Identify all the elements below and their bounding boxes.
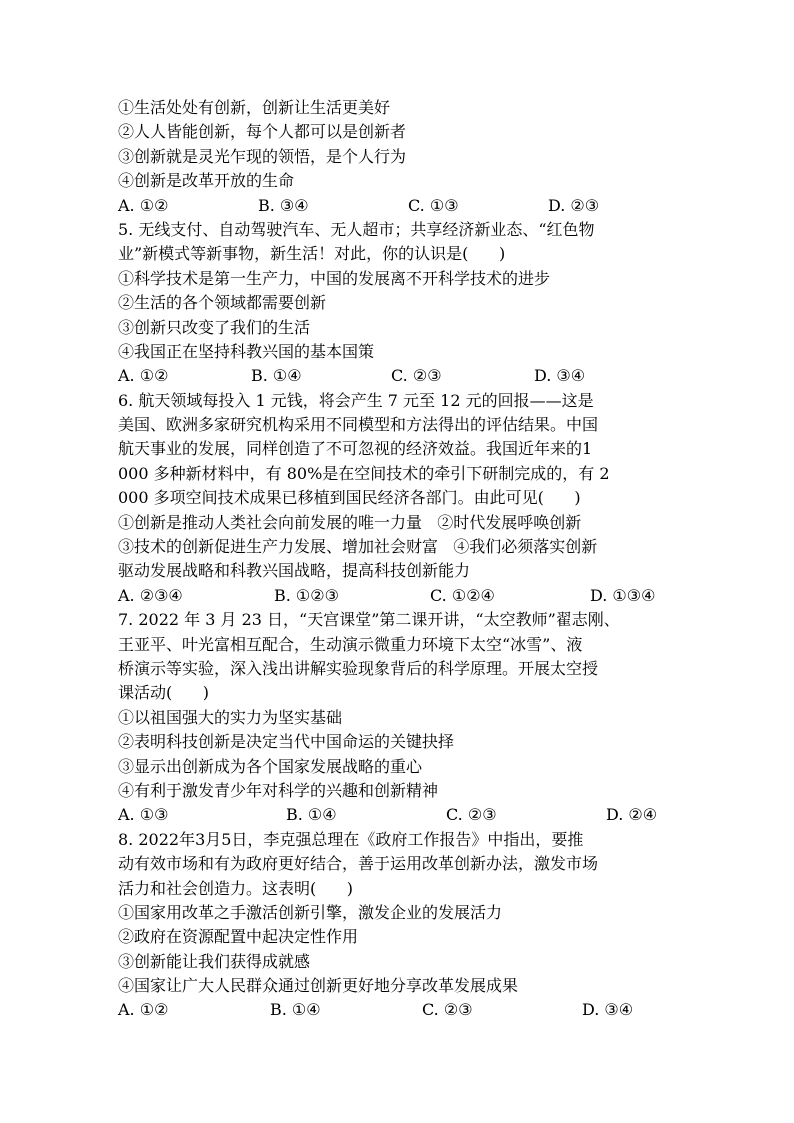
question-5-item: ④我国正在坚持科教兴国的基本国策 <box>118 341 375 361</box>
option-d: D. ③④ <box>582 1000 634 1020</box>
question-7-item: ④有利于激发青少年对科学的兴趣和创新精神 <box>118 780 439 800</box>
question-4-item: ④创新是改革开放的生命 <box>118 171 295 191</box>
question-7-item: ②表明科技创新是决定当代中国命运的关键抉择 <box>118 732 455 752</box>
document-page <box>118 96 678 1023</box>
option-c: C. ①②④ <box>430 585 495 605</box>
question-5-stem: 5. 无线支付、自动驾驶汽车、无人超市；共享经济新业态、“红色物 <box>118 219 595 239</box>
option-a: A. ①② <box>118 366 169 386</box>
question-8-item: ①国家用改革之手激活创新引擎，激发企业的发展活力 <box>118 902 503 922</box>
question-4-options <box>118 194 678 218</box>
question-4-item: ③创新就是灵光乍现的领悟，是个人行为 <box>118 146 407 166</box>
question-7-item: ①以祖国强大的实力为坚实基础 <box>118 707 343 727</box>
question-8-item: ②政府在资源配置中起决定性作用 <box>118 927 359 947</box>
question-6-stem: 航天事业的发展，同样创造了不可忽视的经济效益。我国近年来的1 <box>118 439 593 459</box>
question-7 <box>118 608 678 828</box>
question-6-item: 驱动发展战略和科教兴国战略，提高科技创新能力 <box>118 561 471 581</box>
option-d: D. ②④ <box>606 805 658 825</box>
option-c: C. ①③ <box>408 195 459 215</box>
option-b: B. ①④ <box>251 366 302 386</box>
question-8 <box>118 828 678 1023</box>
question-5-item: ③创新只改变了我们的生活 <box>118 317 311 337</box>
question-7-item: ③显示出创新成为各个国家发展战略的重心 <box>118 756 423 776</box>
option-a: A. ①② <box>118 1000 169 1020</box>
question-6-stem: 美国、欧洲多家研究机构采用不同模型和方法得出的评估结果。中国 <box>118 415 599 435</box>
question-6-item: ①创新是推动人类社会向前发展的唯一力量 ②时代发展呼唤创新 <box>118 512 582 532</box>
question-8-item: ④国家让广大人民群众通过创新更好地分享改革发展成果 <box>118 976 519 996</box>
option-c: C. ②③ <box>422 1000 473 1020</box>
option-b: B. ③④ <box>258 195 309 215</box>
option-c: C. ②③ <box>446 805 497 825</box>
question-6-item: ③技术的创新促进生产力发展、增加社会财富 ④我们必须落实创新 <box>118 537 598 557</box>
option-c: C. ②③ <box>391 366 442 386</box>
question-8-stem: 活力和社会创造力。这表明( ) <box>118 878 354 898</box>
question-6-stem: 000 多项空间技术成果已移植到国民经济各部门。由此可见( ) <box>118 488 581 508</box>
option-a: A. ②③④ <box>118 585 183 605</box>
question-4-item: ①生活处处有创新，创新让生活更美好 <box>118 98 391 117</box>
question-8-stem: 动有效市场和有为政府更好结合，善于运用改革创新办法，激发市场 <box>118 854 599 874</box>
option-d: D. ③④ <box>534 366 586 386</box>
question-4 <box>118 96 678 218</box>
option-a: A. ①③ <box>118 805 169 825</box>
question-7-stem: 课活动( ) <box>118 683 210 703</box>
question-5-item: ②生活的各个领域都需要创新 <box>118 293 327 313</box>
option-b: B. ①②③ <box>274 585 339 605</box>
option-d: D. ②③ <box>548 195 600 215</box>
option-a: A. ①② <box>118 195 169 215</box>
question-6 <box>118 389 678 609</box>
question-7-stem: 7. 2022 年 3 月 23 日，“天宫课堂”第二课开讲，“太空教师”翟志刚、 <box>118 610 620 630</box>
question-4-item: ②人人皆能创新，每个人都可以是创新者 <box>118 122 407 142</box>
option-b: B. ①④ <box>286 805 337 825</box>
question-8-stem: 8. 2022年3月5日，李克强总理在《政府工作报告》中指出，要推 <box>118 829 584 849</box>
question-7-options <box>118 803 678 827</box>
question-6-options <box>118 584 678 608</box>
question-7-stem: 桥演示等实验，深入浅出讲解实验现象背后的科学原理。开展太空授 <box>118 658 599 678</box>
question-5-options <box>118 364 678 388</box>
option-b: B. ①④ <box>270 1000 321 1020</box>
question-5-item: ①科学技术是第一生产力，中国的发展离不开科学技术的进步 <box>118 268 551 288</box>
question-6-stem: 000 多种新材料中，有 80%是在空间技术的牵引下研制完成的，有 2 <box>118 463 610 483</box>
question-6-stem: 6. 航天领域每投入 1 元钱，将会产生 7 元至 12 元的回报——这是 <box>118 390 594 410</box>
question-8-item: ③创新能让我们获得成就感 <box>118 951 311 971</box>
question-5 <box>118 218 678 389</box>
question-8-options <box>118 998 678 1022</box>
option-d: D. ①③④ <box>590 585 656 605</box>
question-7-stem: 王亚平、叶光富相互配合，生动演示微重力环境下太空“冰雪”、液 <box>118 634 583 654</box>
question-5-stem: 业”新模式等新事物，新生活！对此，你的认识是( ) <box>118 244 506 264</box>
